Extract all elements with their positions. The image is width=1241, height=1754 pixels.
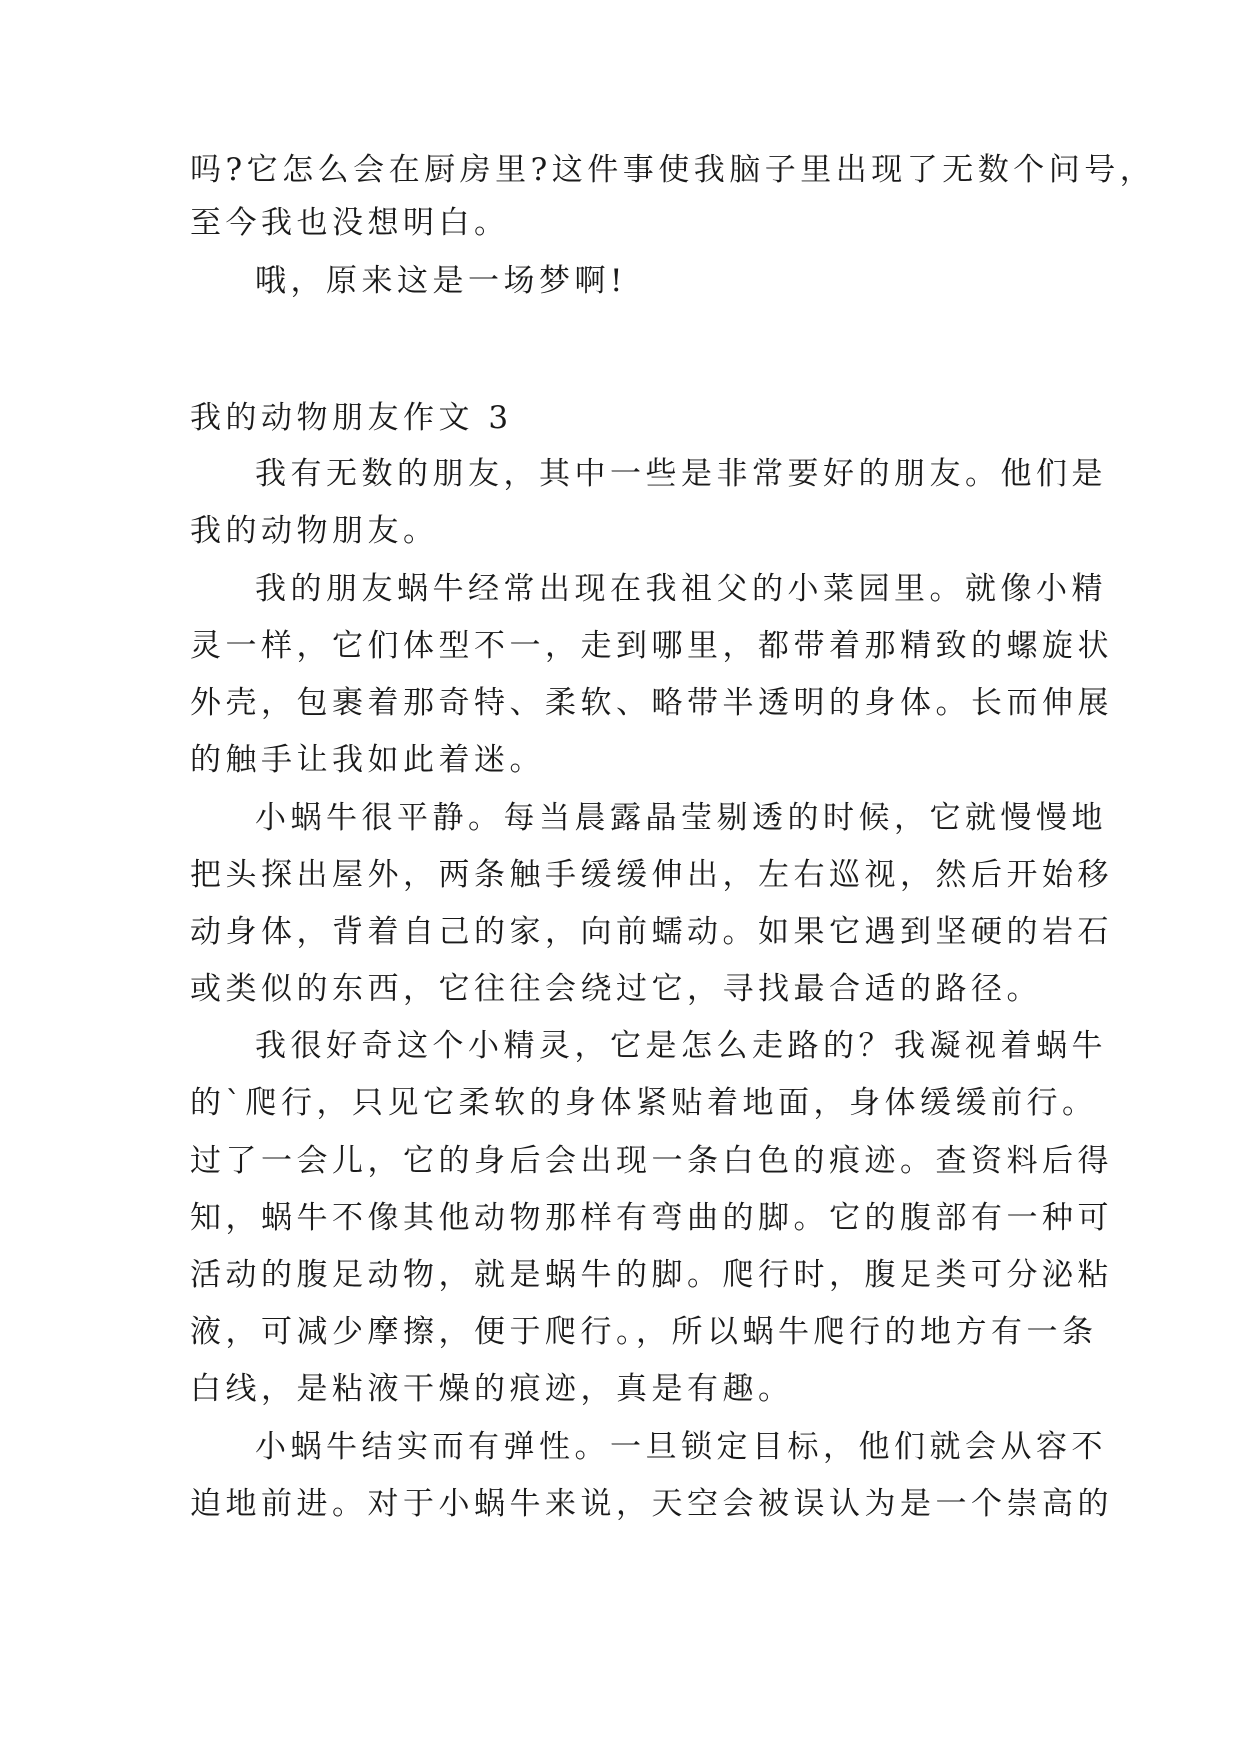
text-line: 至今我也没想明白。 (190, 205, 510, 241)
text-line: 我的动物朋友。 (190, 513, 439, 549)
text-line: 小蜗牛结实而有弹性。一旦锁定目标，他们就会从容不 (255, 1429, 1107, 1465)
text-line: 动身体，背着自己的家，向前蠕动。如果它遇到坚硬的岩石 (190, 914, 1113, 950)
text-line: 白线，是粘液干燥的痕迹，真是有趣。 (190, 1371, 794, 1407)
text-line: 哦，原来这是一场梦啊! (255, 263, 627, 299)
text-line: 知，蜗牛不像其他动物那样有弯曲的脚。它的腹部有一种可 (190, 1200, 1113, 1236)
text-line: 的触手让我如此着迷。 (190, 742, 545, 778)
text-line: 液，可减少摩擦，便于爬行。，所以蜗牛爬行的地方有一条 (190, 1314, 1098, 1350)
text-line: 过了一会儿，它的身后会出现一条白色的痕迹。查资料后得 (190, 1143, 1113, 1179)
text-line: 迫地前进。对于小蜗牛来说，天空会被误认为是一个崇高的 (190, 1486, 1113, 1522)
text-line: 外壳，包裹着那奇特、柔软、略带半透明的身体。长而伸展 (190, 685, 1113, 721)
text-line: 我的朋友蜗牛经常出现在我祖父的小菜园里。就像小精 (255, 571, 1107, 607)
text-line: 小蜗牛很平静。每当晨露晶莹剔透的时候，它就慢慢地 (255, 800, 1107, 836)
text-line: 或类似的东西，它往往会绕过它，寻找最合适的路径。 (190, 971, 1042, 1007)
text-line: 我有无数的朋友，其中一些是非常要好的朋友。他们是 (255, 456, 1107, 492)
text-line: 活动的腹足动物，就是蜗牛的脚。爬行时，腹足类可分泌粘 (190, 1257, 1113, 1293)
text-line: 把头探出屋外，两条触手缓缓伸出，左右巡视，然后开始移 (190, 857, 1113, 893)
text-line: 灵一样，它们体型不一，走到哪里，都带着那精致的螺旋状 (190, 628, 1113, 664)
text-line: 我很好奇这个小精灵，它是怎么走路的？我凝视着蜗牛 (255, 1028, 1107, 1064)
text-line: 的`爬行，只见它柔软的身体紧贴着地面，身体缓缓前行。 (190, 1085, 1098, 1121)
section-heading: 我的动物朋友作文 3 (190, 400, 513, 436)
text-line: 吗?它怎么会在厨房里?这件事使我脑子里出现了无数个问号， (190, 152, 1156, 188)
